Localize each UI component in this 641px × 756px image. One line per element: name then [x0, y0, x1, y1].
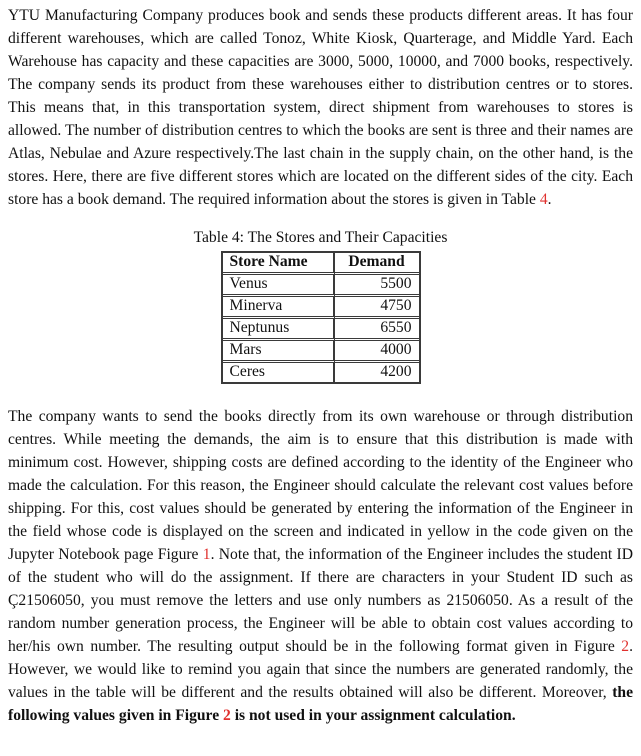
paragraph-intro-period: . [547, 191, 552, 208]
store-demand-cell: 5500 [335, 275, 419, 297]
store-name-cell: Minerva [223, 297, 335, 319]
table-4-link[interactable]: 4 [539, 191, 548, 208]
store-demand-cell: 4750 [335, 297, 419, 319]
store-name-cell: Ceres [223, 363, 335, 382]
table-row [223, 319, 419, 341]
table-row [223, 297, 419, 319]
table-row [223, 275, 419, 297]
paragraph-instructions [8, 405, 633, 727]
figure-1-link[interactable]: 1 [202, 546, 211, 563]
warning-bold-text-2: is not used in your assignment calculation. [230, 707, 516, 724]
store-name-cell: Venus [223, 275, 335, 297]
paragraph-instructions-text-3: . However, we would like to remind you again that since the numbers are generated randomly, the values in the table will be different and the results obtained will also be different. Moreover, [8, 638, 633, 701]
table-caption: Table 4: The Stores and Their Capacities [193, 229, 448, 246]
figure-2-link-bold[interactable]: 2 [223, 707, 231, 724]
paragraph-instructions-text-2: . Note that, the information of the Engineer includes the student ID of the student who will do the assignment. If there are characters in your Student ID such as Ç21506050, you must remove the letters and use only numbers as 21506050. As a result of the random number generation process, the Engineer will be able to obtain cost values according to her/his own number. The resulting output should be in the following format given in Figure [8, 546, 633, 655]
store-demand-cell: 6550 [335, 319, 419, 341]
table-row [223, 363, 419, 382]
stores-table-header-demand: Demand [335, 253, 419, 275]
store-demand-cell: 4000 [335, 341, 419, 363]
warning-bold-text-1: the following values given in Figure [8, 684, 633, 724]
paragraph-intro [8, 4, 633, 211]
store-demand-cell: 4200 [380, 363, 412, 380]
store-name-cell: Mars [223, 341, 335, 363]
store-name-cell: Neptunus [223, 319, 335, 341]
paragraph-instructions-text-1: The company wants to send the books directly from its own warehouse or through distribution centres. While meeting the demands, the aim is to ensure that this distribution is made with minimum cost. However, shipping costs are defined according to the identity of the Engineer who made the calculation. For this reason, the Engineer should calculate the relevant cost values before shipping. For this, cost values should be generated by entering the information of the Engineer in the field whose code is displayed on the screen and indicated in yellow in the code given on the Jupyter Notebook page Figure [8, 408, 633, 563]
stores-table-header-name: Store Name [223, 253, 335, 275]
stores-table [221, 251, 421, 384]
paragraph-intro-text: YTU Manufacturing Company produces book and sends these products different areas. It has four different warehouses, which are called Tonoz, White Kiosk, Quarterage, and Middle Yard. Each Warehouse has capacity and these capacities are 3000, 5000, 10000, and 7000 books, respectively. The company sends its product from these warehouses either to distribution centres or to stores. This means that, in this transportation system, direct shipment from warehouses to stores is allowed. The number of distribution centres to which the books are sent is three and their names are Atlas, Nebulae and Azure respectively.The last chain in the supply chain, on the other hand, is the stores. Here, there are five different stores which are located on the different sides of the city. Each store has a book demand. The required information about the stores is given in Table [8, 7, 633, 208]
figure-2-link[interactable]: 2 [621, 638, 630, 655]
table-row [223, 341, 419, 363]
stores-table-header-row [223, 253, 419, 275]
